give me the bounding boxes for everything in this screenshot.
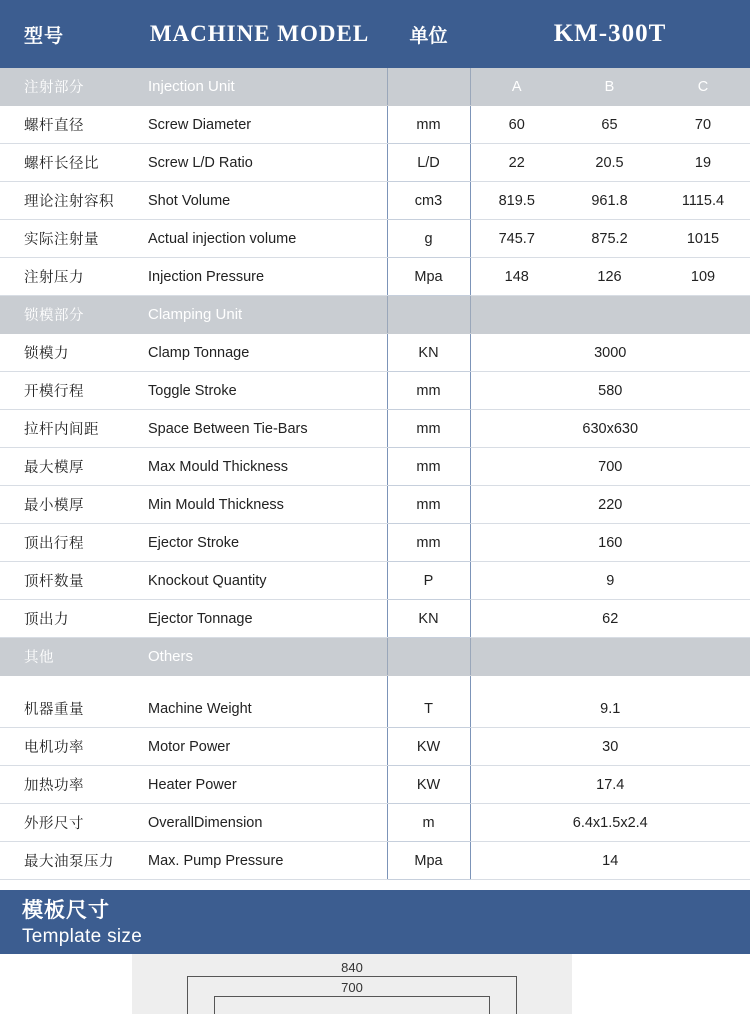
row-unit: Mpa [387, 258, 470, 296]
row-label-cn: 注射压力 [0, 258, 132, 296]
row-label-cn: 拉杆内间距 [0, 410, 132, 448]
row-label-cn: 最大模厚 [0, 448, 132, 486]
row-label-en: Heater Power [132, 766, 387, 804]
row-label-en: Max. Pump Pressure [132, 842, 387, 880]
section-title-en: Injection Unit [132, 68, 387, 106]
row-label-en: Min Mould Thickness [132, 486, 387, 524]
section-title-cn: 注射部分 [0, 68, 132, 106]
table-row [0, 562, 750, 600]
row-label-en: Ejector Tonnage [132, 600, 387, 638]
row-label-en: Injection Pressure [132, 258, 387, 296]
row-label-cn: 理论注射容积 [0, 182, 132, 220]
table-row [0, 106, 750, 144]
row-label-cn: 最大油泵压力 [0, 842, 132, 880]
row-unit: mm [387, 410, 470, 448]
table-row [0, 728, 750, 766]
row-label-cn: 机器重量 [0, 690, 132, 728]
column-header-b: B [563, 68, 656, 106]
row-unit: mm [387, 372, 470, 410]
table-row [0, 334, 750, 372]
row-value: 14 [470, 842, 750, 880]
row-unit: Mpa [387, 842, 470, 880]
table-row [0, 410, 750, 448]
section-title-cn: 锁模部分 [0, 296, 132, 334]
row-value: 6.4x1.5x2.4 [470, 804, 750, 842]
row-value-b: 20.5 [563, 144, 656, 182]
row-value: 700 [470, 448, 750, 486]
spacer-cell [387, 676, 470, 691]
section-title-en: Others [132, 638, 387, 676]
spacer-cell [470, 676, 750, 691]
row-label-cn: 开模行程 [0, 372, 132, 410]
row-label-en: Space Between Tie-Bars [132, 410, 387, 448]
row-label-en: Toggle Stroke [132, 372, 387, 410]
row-value-b: 65 [563, 106, 656, 144]
row-label-en: OverallDimension [132, 804, 387, 842]
section-unit-blank [387, 68, 470, 106]
row-value-b: 126 [563, 258, 656, 296]
template-size-banner [0, 890, 750, 954]
row-value-a: 60 [470, 106, 563, 144]
inner-plate-outline [214, 996, 490, 1014]
header-label-cn: 型号 [24, 25, 65, 47]
section-unit-blank [387, 296, 470, 334]
section-title-en: Clamping Unit [132, 296, 387, 334]
row-label-en: Clamp Tonnage [132, 334, 387, 372]
row-label-cn: 外形尺寸 [0, 804, 132, 842]
row-unit: KW [387, 728, 470, 766]
row-unit: mm [387, 448, 470, 486]
row-label-cn: 电机功率 [0, 728, 132, 766]
row-value-c: 1015 [656, 220, 750, 258]
row-label-en: Actual injection volume [132, 220, 387, 258]
section-value-blank [470, 638, 750, 676]
row-value-c: 1115.4 [656, 182, 750, 220]
row-unit: T [387, 690, 470, 728]
dimension-label-inner: 700 [341, 980, 363, 995]
table-row [0, 486, 750, 524]
spacer-row [0, 676, 750, 691]
row-label-cn: 螺杆长径比 [0, 144, 132, 182]
table-header [0, 0, 750, 68]
table-row [0, 600, 750, 638]
row-value: 220 [470, 486, 750, 524]
table-row [0, 842, 750, 880]
spacer-cell [0, 676, 132, 691]
row-label-cn: 螺杆直径 [0, 106, 132, 144]
table-row [0, 258, 750, 296]
spacer-cell [132, 676, 387, 691]
table-row [0, 524, 750, 562]
header-unit-cn: 单位 [409, 25, 448, 47]
row-unit: mm [387, 486, 470, 524]
row-value: 9.1 [470, 690, 750, 728]
row-unit: P [387, 562, 470, 600]
header-model: KM-300T [553, 20, 667, 47]
table-row [0, 766, 750, 804]
section-unit-blank [387, 638, 470, 676]
section-value-blank [470, 296, 750, 334]
row-label-cn: 最小模厚 [0, 486, 132, 524]
row-value: 30 [470, 728, 750, 766]
row-label-cn: 锁模力 [0, 334, 132, 372]
row-label-en: Shot Volume [132, 182, 387, 220]
row-label-cn: 实际注射量 [0, 220, 132, 258]
table-row [0, 804, 750, 842]
row-unit: L/D [387, 144, 470, 182]
column-header-c: C [656, 68, 750, 106]
row-label-cn: 顶出力 [0, 600, 132, 638]
spec-table [0, 68, 750, 880]
row-label-cn: 加热功率 [0, 766, 132, 804]
row-unit: KN [387, 600, 470, 638]
table-row [0, 220, 750, 258]
table-row [0, 182, 750, 220]
row-label-en: Screw Diameter [132, 106, 387, 144]
row-value-c: 19 [656, 144, 750, 182]
row-unit: KW [387, 766, 470, 804]
row-value: 9 [470, 562, 750, 600]
section-title-cn: 其他 [0, 638, 132, 676]
table-row [0, 372, 750, 410]
banner-title-cn: 模板尺寸 [22, 899, 110, 922]
row-value: 580 [470, 372, 750, 410]
header-label-en: MACHINE MODEL [149, 21, 370, 46]
table-row [0, 690, 750, 728]
row-unit: mm [387, 524, 470, 562]
row-value: 3000 [470, 334, 750, 372]
row-unit: mm [387, 106, 470, 144]
row-value: 62 [470, 600, 750, 638]
row-label-en: Machine Weight [132, 690, 387, 728]
row-value-c: 109 [656, 258, 750, 296]
row-value-a: 745.7 [470, 220, 563, 258]
row-value-a: 819.5 [470, 182, 563, 220]
row-value-b: 875.2 [563, 220, 656, 258]
row-label-en: Knockout Quantity [132, 562, 387, 600]
template-diagram [132, 954, 572, 1014]
row-label-en: Motor Power [132, 728, 387, 766]
row-label-en: Max Mould Thickness [132, 448, 387, 486]
section-header-clamping [0, 296, 750, 334]
row-label-en: Screw L/D Ratio [132, 144, 387, 182]
template-diagram-area [0, 954, 750, 1014]
dimension-label-outer: 840 [341, 960, 363, 975]
table-row [0, 448, 750, 486]
row-value-a: 148 [470, 258, 563, 296]
row-value-b: 961.8 [563, 182, 656, 220]
row-value: 160 [470, 524, 750, 562]
row-label-en: Ejector Stroke [132, 524, 387, 562]
row-unit: cm3 [387, 182, 470, 220]
row-unit: KN [387, 334, 470, 372]
column-header-a: A [470, 68, 563, 106]
section-header-injection [0, 68, 750, 106]
row-label-cn: 顶杆数量 [0, 562, 132, 600]
row-value: 630x630 [470, 410, 750, 448]
table-row [0, 144, 750, 182]
row-value: 17.4 [470, 766, 750, 804]
row-unit: m [387, 804, 470, 842]
row-value-c: 70 [656, 106, 750, 144]
row-value-a: 22 [470, 144, 563, 182]
section-header-others [0, 638, 750, 676]
row-unit: g [387, 220, 470, 258]
banner-title-en: Template size [22, 926, 143, 947]
row-label-cn: 顶出行程 [0, 524, 132, 562]
